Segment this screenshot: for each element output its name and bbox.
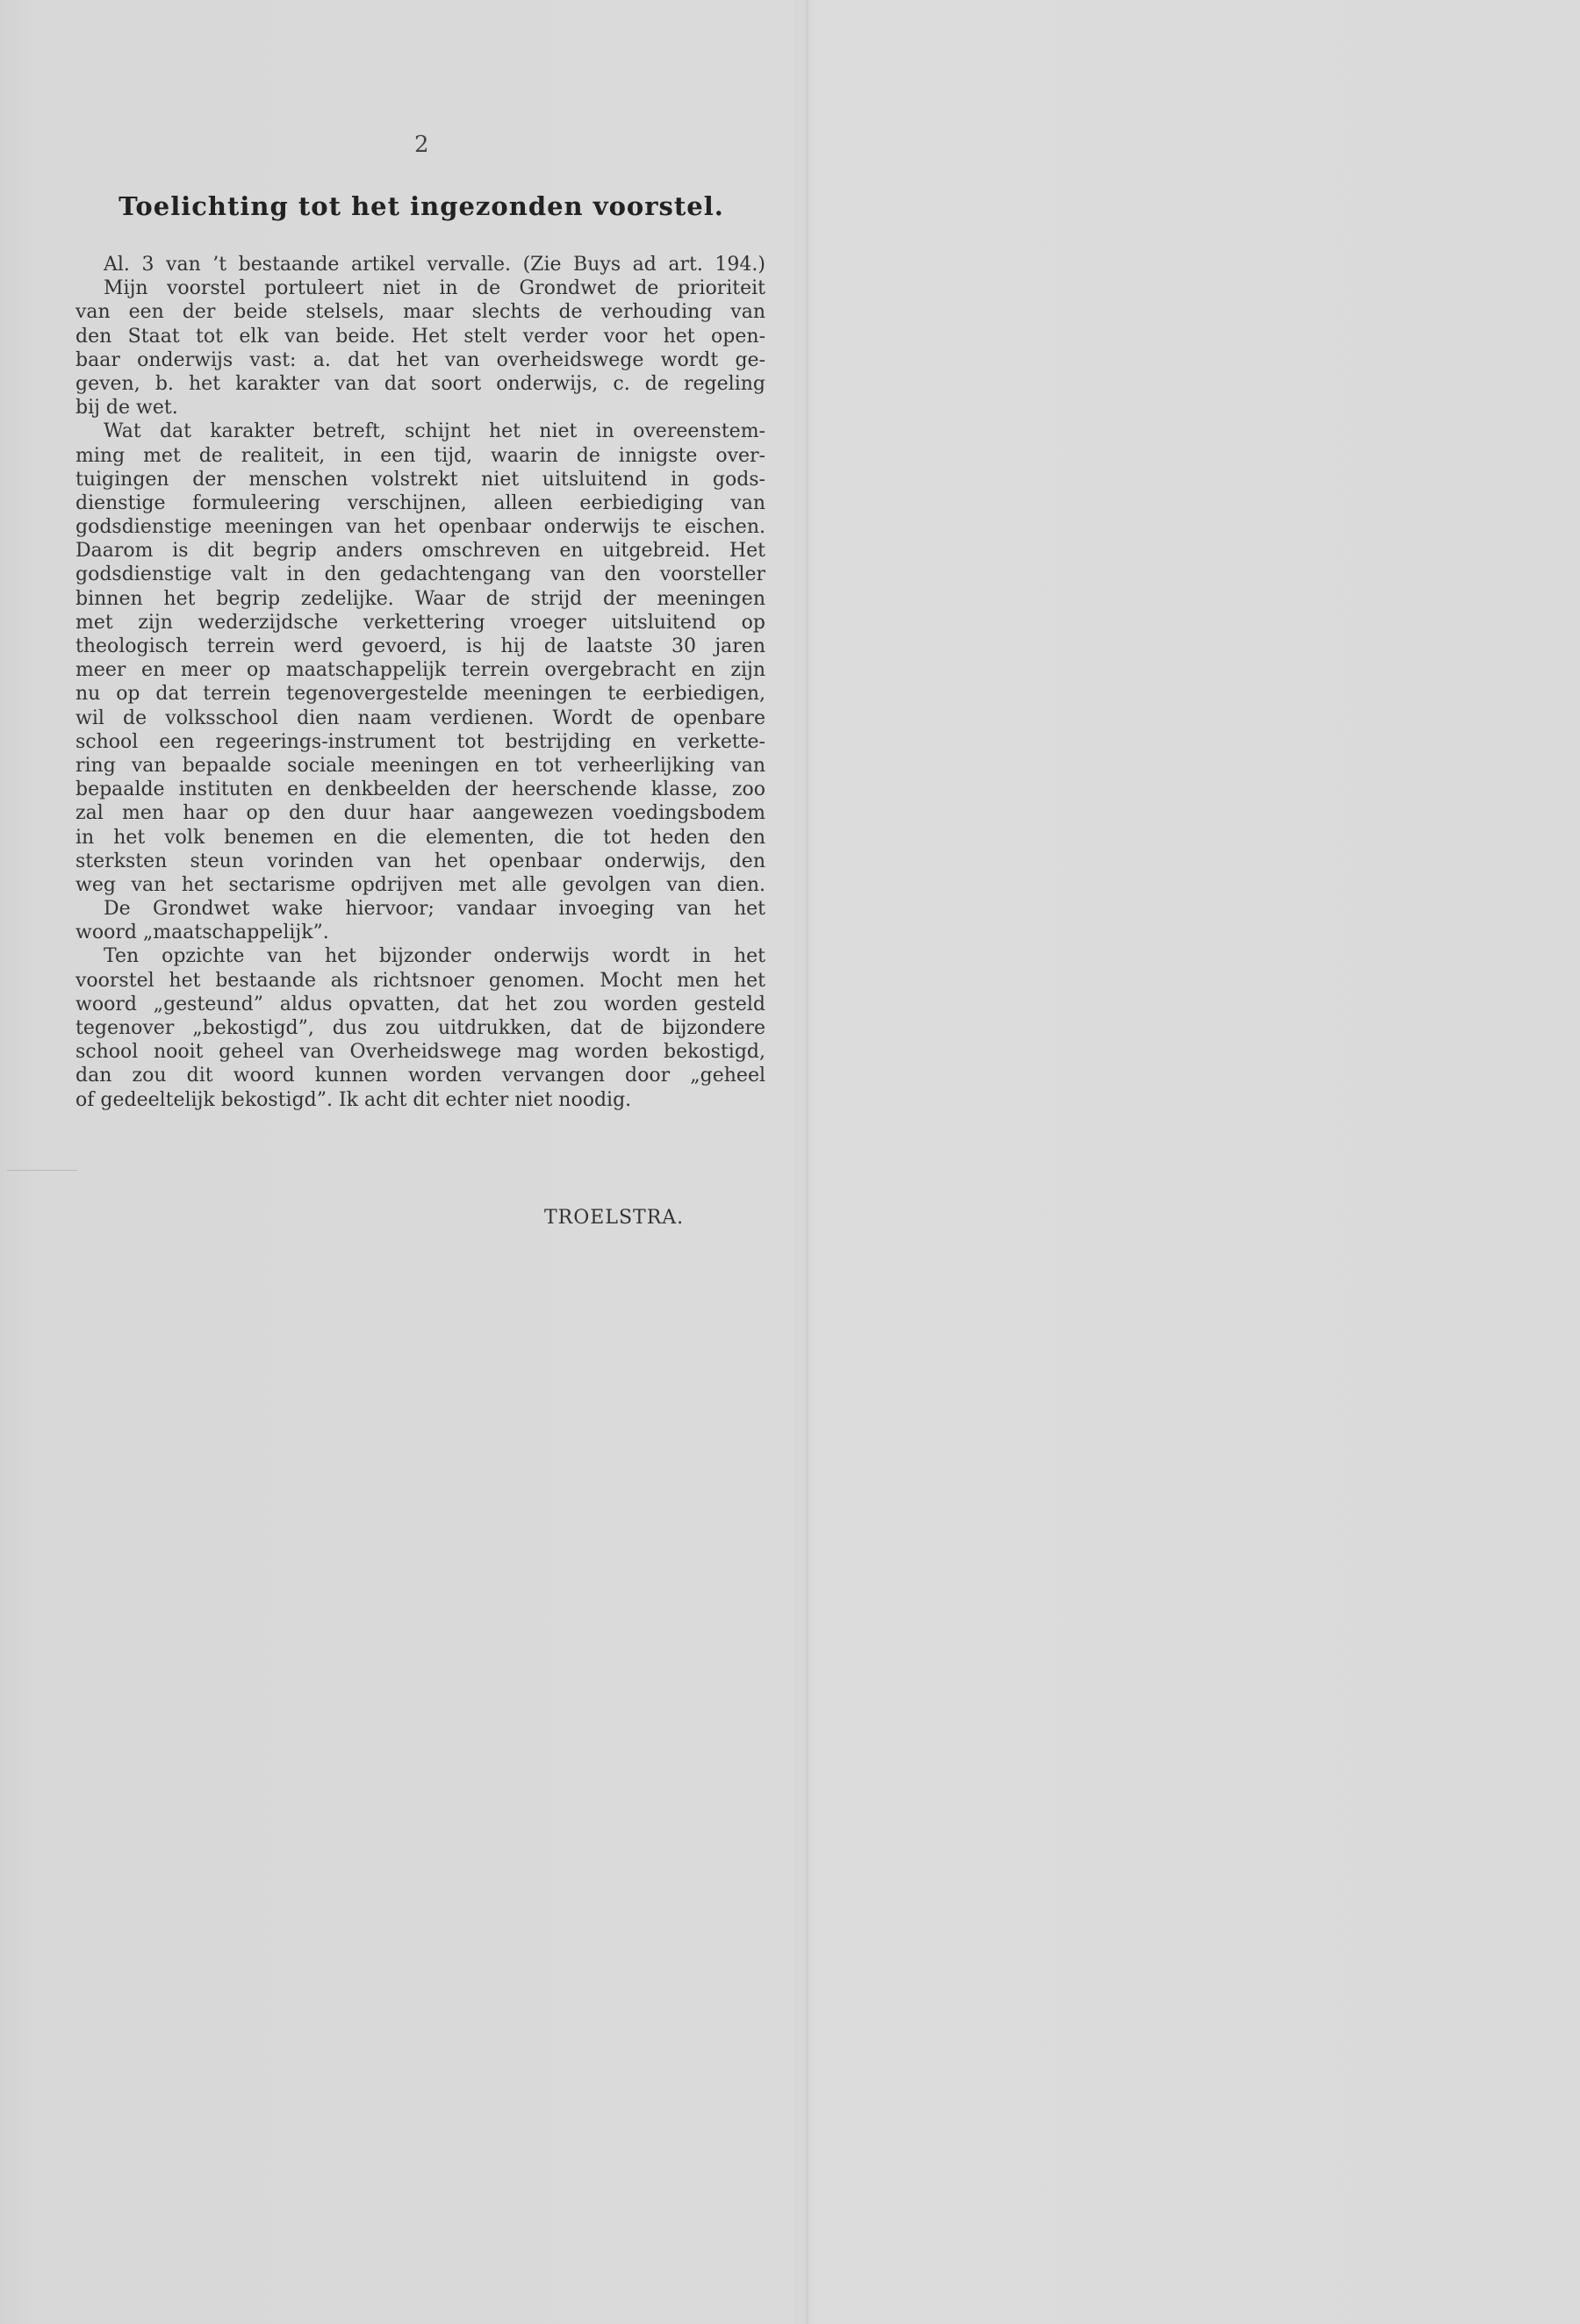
document-title: Toelichting tot het ingezonden voorstel. xyxy=(118,191,724,221)
text-line: school een regeerings-instrument tot bestrijding en verkette- xyxy=(75,730,765,753)
text-line: De Grondwet wake hiervoor; vandaar invoeging van het xyxy=(104,898,765,921)
text-line: meer en meer op maatschappelijk terrein overgebracht en zijn xyxy=(75,659,765,682)
text-line: ring van bepaalde sociale meeningen en tot verheerlijking van xyxy=(75,754,765,777)
text-line: bepaalde instituten en denkbeelden der heerschende klasse, zoo xyxy=(75,778,765,801)
text-line: in het volk benemen en die elementen, die tot heden den xyxy=(75,826,765,849)
text-line: ming met de realiteit, in een tijd, waarin de innigste over- xyxy=(75,444,765,467)
text-line: of gedeeltelijk bekostigd”. Ik acht dit echter niet noodig. xyxy=(75,1088,632,1111)
text-line: woord „maatschappelijk”. xyxy=(75,922,329,944)
text-line: tegenover „bekostigd”, dus zou uitdrukken, dat de bijzondere xyxy=(75,1017,765,1039)
text-line: dienstige formuleering verschijnen, alleen eerbiediging van xyxy=(75,491,765,514)
body-text xyxy=(75,253,765,1112)
text-line: weg van het sectarisme opdrijven met alle gevolgen van dien. xyxy=(75,873,765,896)
text-line: geven, b. het karakter van dat soort onderwijs, c. de regeling xyxy=(75,372,765,395)
text-line: tuigingen der menschen volstrekt niet uitsluitend in gods- xyxy=(75,468,765,491)
page-number: 2 xyxy=(414,132,429,158)
text-line: Al. 3 van ’t bestaande artikel vervalle. (Zie Buys ad art. 194.) xyxy=(104,254,765,276)
text-line: baar onderwijs vast: a. dat het van overheidswege wordt ge- xyxy=(75,348,765,371)
text-line: Daarom is dit begrip anders omschreven en uitgebreid. Het xyxy=(75,540,765,563)
text-line: zal men haar op den duur haar aangewezen voedingsbodem xyxy=(75,802,765,825)
signature: TROELSTRA. xyxy=(544,1207,685,1229)
text-line: voorstel het bestaande als richtsnoer genomen. Mocht men het xyxy=(75,969,765,992)
text-line: wil de volksschool dien naam verdienen. Wordt de openbare xyxy=(75,707,765,729)
text-line: Wat dat karakter betreft, schijnt het niet in overeenstem- xyxy=(104,420,765,443)
text-line: van een der beide stelsels, maar slechts de verhouding van xyxy=(75,301,765,324)
margin-mark xyxy=(7,1170,77,1171)
text-line: school nooit geheel van Overheidswege mag worden bekostigd, xyxy=(75,1041,765,1064)
text-line: godsdienstige valt in den gedachtengang van den voorsteller xyxy=(75,563,765,586)
text-line: den Staat tot elk van beide. Het stelt verder voor het open- xyxy=(75,325,765,348)
text-line: woord „gesteund” aldus opvatten, dat het zou worden gesteld xyxy=(75,993,765,1015)
text-line: binnen het begrip zedelijke. Waar de strijd der meeningen xyxy=(75,587,765,610)
text-line: met zijn wederzijdsche verkettering vroeger uitsluitend op xyxy=(75,611,765,634)
text-line: Ten opzichte van het bijzonder onderwijs wordt in het xyxy=(104,945,765,968)
text-line: sterksten steun vorinden van het openbaar onderwijs, den xyxy=(75,850,765,872)
text-line: nu op dat terrein tegenovergestelde meeningen te eerbiedigen, xyxy=(75,683,765,706)
text-line: godsdienstige meeningen van het openbaar onderwijs te eischen. xyxy=(75,516,765,539)
text-line: theologisch terrein werd gevoerd, is hij de laatste 30 jaren xyxy=(75,635,765,657)
text-line: bij de wet. xyxy=(75,397,178,420)
page-fold xyxy=(806,0,808,2324)
text-line: dan zou dit woord kunnen worden vervangen door „geheel xyxy=(75,1065,765,1087)
text-line: Mijn voorstel portuleert niet in de Grondwet de prioriteit xyxy=(104,277,765,300)
